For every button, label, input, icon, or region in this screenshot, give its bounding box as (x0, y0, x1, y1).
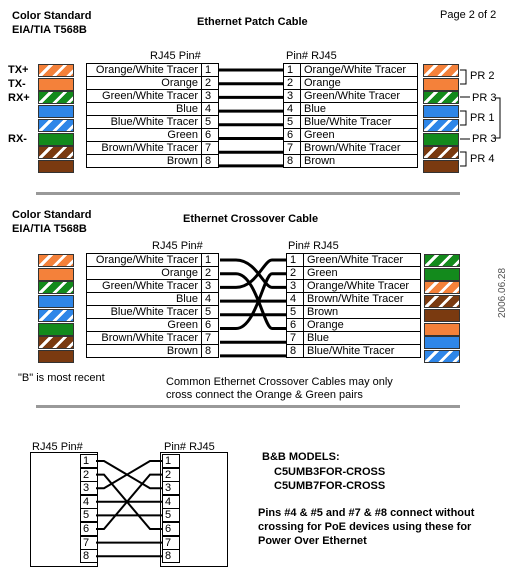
wire-name: Brown/White Tracer (301, 142, 418, 155)
crossover-standard-code: EIA/TIA T568B (12, 223, 87, 235)
bb-left-pin-box: 5 (80, 508, 98, 522)
bb-right-pin-box: 7 (162, 536, 180, 550)
bb-model-1: C5UMB3FOR-CROSS (274, 466, 386, 478)
bb-left-pin-box: 4 (80, 495, 98, 509)
bb-right-pin-box: 5 (162, 508, 180, 522)
pin-number: 2 (287, 267, 304, 280)
wire-name: Green/White Tracer (87, 280, 202, 293)
signal-tx-plus: TX+ (8, 64, 29, 76)
wire-name: Blue/White Tracer (87, 116, 202, 129)
pin-number: 4 (284, 103, 301, 116)
bb-right-pin-box: 4 (162, 495, 180, 509)
bb-right-pin-box: 1 (162, 454, 180, 468)
bb-right-pin-box: 6 (162, 522, 180, 536)
note-b-most-recent: "B" is most recent (18, 372, 105, 384)
bb-left-header: RJ45 Pin# (32, 441, 83, 453)
bb-right-pin-box: 2 (162, 468, 180, 482)
bb-note-line1: Pins #4 & #5 and #7 & #8 connect without (258, 507, 475, 519)
bb-note-line2: crossing for PoE devices using these for (258, 521, 472, 533)
crossover-title: Ethernet Crossover Cable (183, 213, 319, 225)
wire-name: Blue/White Tracer (301, 116, 418, 129)
wire-name: Green/White Tracer (301, 90, 418, 103)
signal-tx-minus: TX- (8, 78, 26, 90)
wire-name: Green/White Tracer (87, 90, 202, 103)
patch-title: Ethernet Patch Cable (197, 16, 308, 28)
wire-name: Green/White Tracer (304, 254, 421, 267)
pin-number: 3 (284, 90, 301, 103)
wire-name: Blue (301, 103, 418, 116)
pin-number: 4 (202, 293, 219, 306)
pin-number: 3 (202, 90, 219, 103)
pin-number: 1 (284, 64, 301, 77)
pin-number: 6 (287, 319, 304, 332)
wire-name: Orange (87, 267, 202, 280)
patch-right-header: Pin# RJ45 (286, 50, 337, 62)
pair-label-pr2: PR 2 (470, 70, 495, 82)
wire-name: Brown/White Tracer (87, 332, 202, 345)
bb-left-pin-box: 8 (80, 549, 98, 563)
bb-models-title: B&B MODELS: (262, 451, 340, 463)
bb-right-header: Pin# RJ45 (164, 441, 215, 453)
bb-left-pin-box: 7 (80, 536, 98, 550)
wire-name: Green (304, 267, 421, 280)
pin-number: 8 (202, 155, 219, 168)
pin-number: 3 (202, 280, 219, 293)
pin-number: 2 (284, 77, 301, 90)
pair-bracket-pr1 (460, 111, 466, 125)
date-stamp: 2006.06.28 (497, 267, 508, 318)
wire-name: Blue (87, 103, 202, 116)
wire-name: Brown/White Tracer (304, 293, 421, 306)
bb-left-pin-box: 1 (80, 454, 98, 468)
pair-label-pr4: PR 4 (470, 153, 495, 165)
wire-name: Orange (87, 77, 202, 90)
pair-label-pr3-top: PR 3 (472, 92, 497, 104)
page-indicator: Page 2 of 2 (440, 9, 497, 21)
pin-number: 8 (284, 155, 301, 168)
pin-number: 7 (202, 332, 219, 345)
crossover-right-header: Pin# RJ45 (288, 240, 339, 252)
signal-rx-minus: RX- (8, 133, 27, 145)
bb-model-2: C5UMB7FOR-CROSS (274, 480, 386, 492)
wire-name: Brown (87, 345, 202, 358)
color-standard-label: Color Standard (12, 10, 92, 22)
pin-number: 2 (202, 267, 219, 280)
pin-number: 4 (287, 293, 304, 306)
pin-number: 5 (202, 116, 219, 129)
pin-number: 5 (202, 306, 219, 319)
wire-name: Brown/White Tracer (87, 142, 202, 155)
bb-left-pin-box: 3 (80, 481, 98, 495)
bb-right-pin-box: 3 (162, 481, 180, 495)
color-standard-code: EIA/TIA T568B (12, 24, 87, 36)
pin-number: 5 (284, 116, 301, 129)
bb-left-pin-box: 2 (80, 468, 98, 482)
wire-name: Brown (301, 155, 418, 168)
pair-bracket-pr4 (460, 152, 466, 166)
wire-name: Orange/White Tracer (304, 280, 421, 293)
crossover-note-line2: cross connect the Orange & Green pairs (166, 389, 363, 401)
pin-number: 6 (202, 129, 219, 142)
wire-name: Brown (304, 306, 421, 319)
pair-label-pr3-bottom: PR 3 (472, 133, 497, 145)
signal-rx-plus: RX+ (8, 92, 30, 104)
pair-label-pr1: PR 1 (470, 112, 495, 124)
wire-name: Orange/White Tracer (87, 254, 202, 267)
pin-number: 5 (287, 306, 304, 319)
wire-name: Brown (87, 155, 202, 168)
pin-number: 2 (202, 77, 219, 90)
wire-name: Green (87, 129, 202, 142)
wire-name: Green (87, 319, 202, 332)
pin-number: 4 (202, 103, 219, 116)
crossover-left-header: RJ45 Pin# (152, 240, 203, 252)
wire-name: Blue (87, 293, 202, 306)
wire-name: Blue (304, 332, 421, 345)
wire-name: Orange/White Tracer (87, 64, 202, 77)
patch-left-header: RJ45 Pin# (150, 50, 201, 62)
pin-number: 8 (202, 345, 219, 358)
bb-left-pin-box: 6 (80, 522, 98, 536)
pin-number: 8 (287, 345, 304, 358)
wire-name: Orange (304, 319, 421, 332)
wire-name: Blue/White Tracer (87, 306, 202, 319)
bb-note-line3: Power Over Ethernet (258, 535, 367, 547)
wire-name: Orange (301, 77, 418, 90)
pin-number: 7 (287, 332, 304, 345)
pair-bracket-pr3 (495, 98, 500, 138)
pair-bracket-pr2 (460, 70, 466, 84)
wire-name: Orange/White Tracer (301, 64, 418, 77)
pin-number: 6 (284, 129, 301, 142)
bb-right-pin-box: 8 (162, 549, 180, 563)
wire-name: Blue/White Tracer (304, 345, 421, 358)
pin-number: 3 (287, 280, 304, 293)
pin-number: 1 (202, 254, 219, 267)
pin-number: 7 (284, 142, 301, 155)
crossover-standard-label: Color Standard (12, 209, 92, 221)
pin-number: 1 (287, 254, 304, 267)
pin-number: 6 (202, 319, 219, 332)
crossover-note-line1: Common Ethernet Crossover Cables may only (166, 376, 393, 388)
wire-name: Green (301, 129, 418, 142)
pin-number: 7 (202, 142, 219, 155)
pin-number: 1 (202, 64, 219, 77)
